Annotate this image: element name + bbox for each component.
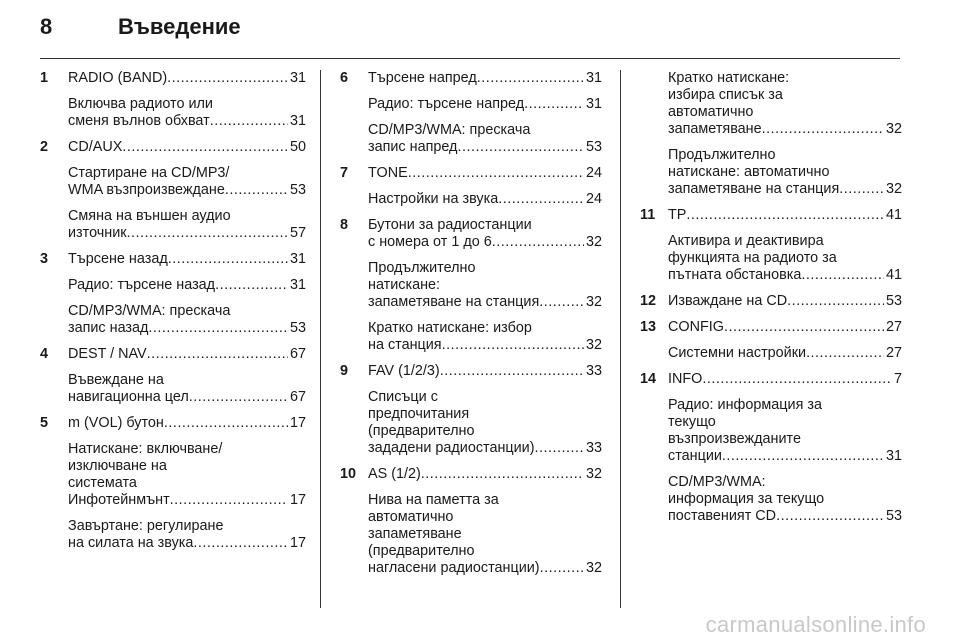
page-ref: 32 (585, 337, 602, 353)
entry-text-row (668, 508, 902, 525)
dot-leader (702, 371, 892, 388)
dot-leader (168, 251, 288, 268)
page-ref: 32 (585, 294, 602, 310)
entry-text-row (368, 294, 602, 311)
index-entry (40, 139, 306, 251)
dot-leader (722, 448, 884, 465)
entry-sub (68, 441, 306, 509)
entry-main (668, 319, 902, 336)
dot-leader (457, 139, 584, 156)
entry-text-line: Търсене назад (68, 251, 168, 267)
index-entry (340, 217, 602, 363)
page-ref: 32 (885, 181, 902, 197)
entry-text-row (368, 560, 602, 577)
entry-sub (68, 165, 306, 199)
entry-number: 10 (340, 466, 357, 482)
entry-text-row (368, 96, 602, 113)
dot-leader (539, 294, 584, 311)
entry-main (668, 207, 902, 224)
page-ref: 31 (289, 277, 306, 293)
page-title: Въведение (118, 14, 241, 39)
entry-text-line: CD/MP3/WMA: прескача (68, 303, 231, 319)
column-divider (320, 70, 321, 608)
dot-leader (210, 113, 288, 130)
entry-text-row (668, 319, 902, 336)
page-ref: 57 (289, 225, 306, 241)
entry-text-line: Включва радиото или (68, 96, 213, 112)
entry-text-line: на силата на звука (68, 535, 194, 551)
entry-text-line: Завъртане: регулиране (68, 518, 224, 534)
page-ref: 67 (289, 389, 306, 405)
page-ref: 32 (885, 121, 902, 137)
entry-sub (68, 208, 306, 242)
entry-text-line: INFO (668, 371, 703, 387)
dot-leader (189, 389, 288, 406)
entry-text-row (68, 113, 306, 130)
page-ref: 31 (885, 448, 902, 464)
index-entry (40, 346, 306, 415)
entry-gap (68, 406, 306, 415)
entry-text-row (368, 70, 602, 87)
page-ref: 17 (289, 415, 306, 431)
entry-text-row (68, 320, 306, 337)
index-entry (340, 363, 602, 466)
entry-text-line: CONFIG (668, 319, 724, 335)
dot-leader (762, 121, 884, 138)
entry-sub (368, 122, 602, 156)
entry-text-line: DEST / NAV (68, 346, 147, 362)
dot-leader (801, 267, 884, 284)
entry-text-line: възпроизвежданите (668, 431, 801, 447)
dot-leader (839, 181, 884, 198)
entry-text-row (368, 191, 602, 208)
index-entry (640, 319, 902, 371)
index-entry (40, 70, 306, 139)
dot-leader (170, 492, 288, 509)
entry-text-line: CD/AUX (68, 139, 123, 155)
page-ref: 27 (885, 345, 902, 361)
entry-gap (368, 208, 602, 217)
entry-text-row (668, 181, 902, 198)
entry-number: 11 (640, 207, 656, 223)
entry-text-line: Инфотейнмънт (68, 492, 170, 508)
entry-text-row (368, 466, 602, 483)
page-ref: 17 (289, 535, 306, 551)
entry-main (68, 251, 306, 268)
entry-text-line: Стартиране на CD/MP3/ (68, 165, 230, 181)
entry-text-line: Въвеждане на (68, 372, 164, 388)
entry-text-line: AS (1/2) (368, 466, 421, 482)
entry-sub (368, 96, 602, 113)
entry-text-line: Настройки на звука (368, 191, 499, 207)
entry-text-line: RADIO (BAND) (68, 70, 168, 86)
page-ref: 33 (585, 440, 602, 456)
entry-number: 5 (40, 415, 49, 431)
entry-text-line: сменя вълнов обхват (68, 113, 210, 129)
entry-gap (368, 577, 602, 586)
entry-text-row (668, 371, 902, 388)
entry-sub (68, 372, 306, 406)
entry-text-line: m (VOL) бутон (68, 415, 164, 431)
entry-text-line: Нива на паметта за (368, 492, 499, 508)
entry-sub (368, 260, 602, 311)
page-number: 8 (40, 14, 53, 39)
dot-leader (215, 277, 288, 294)
page-ref: 32 (585, 560, 602, 576)
dot-leader (724, 319, 884, 336)
entry-text-line: TONE (368, 165, 408, 181)
entry-text-row (668, 448, 902, 465)
page-ref: 31 (289, 70, 306, 86)
entry-gap (668, 525, 902, 534)
index-entry (640, 207, 902, 293)
entry-number: 1 (40, 70, 49, 86)
entry-text-line: Кратко натискане: избор (368, 320, 532, 336)
entry-text-line: автоматично (668, 104, 754, 120)
entry-main (668, 371, 902, 388)
entry-text-line: CD/MP3/WMA: (668, 474, 766, 490)
entry-sub (68, 96, 306, 130)
entry-text-line: натискане: автоматично (668, 164, 830, 180)
page-ref: 32 (585, 234, 602, 250)
entry-sub (668, 397, 902, 465)
entry-text-line: (предварително (368, 423, 475, 439)
entry-text-row (68, 415, 306, 432)
entry-text-row (68, 389, 306, 406)
entry-sub (668, 345, 902, 362)
entry-text-row (368, 234, 602, 251)
column-3 (640, 70, 902, 534)
header-rule (40, 58, 900, 59)
dot-leader (167, 70, 288, 87)
page-ref: 50 (289, 139, 306, 155)
entry-text-line: поставеният CD (668, 508, 777, 524)
entry-text-line: с номера от 1 до 6 (368, 234, 492, 250)
entry-text-line: нагласени радиостанции) (368, 560, 540, 576)
watermark: carmanualsonline.info (705, 612, 926, 637)
entry-text-line: автоматично (368, 509, 454, 525)
entry-number: 3 (40, 251, 49, 267)
page-ref: 31 (585, 70, 602, 86)
entry-text-line: (предварително (368, 543, 475, 559)
entry-text-line: Продължително (368, 260, 476, 276)
index-entry (340, 466, 602, 586)
index-entry (40, 251, 306, 346)
entry-gap (368, 354, 602, 363)
entry-text-line: натискане: (368, 277, 441, 293)
dot-leader (147, 346, 288, 363)
page-ref: 31 (585, 96, 602, 112)
index-entry (340, 70, 602, 165)
entry-text-line: системата (68, 475, 137, 491)
entry-text-row (668, 345, 902, 362)
dot-leader (492, 234, 584, 251)
entry-sub (668, 474, 902, 525)
dot-leader (440, 363, 584, 380)
page-ref: 7 (893, 371, 902, 387)
entry-gap (68, 130, 306, 139)
entry-gap (668, 362, 902, 371)
entry-text-row (68, 225, 306, 242)
page-ref: 32 (585, 466, 602, 482)
entry-text-line: функцията на радиото за (668, 250, 837, 266)
entry-number: 9 (340, 363, 349, 379)
index-entry (640, 70, 902, 207)
entry-text-line: текущо (668, 414, 716, 430)
dot-leader (193, 535, 288, 552)
entry-gap (68, 242, 306, 251)
entry-text-row (68, 346, 306, 363)
entry-text-line: Изваждане на CD (668, 293, 788, 309)
entry-text-line: запаметяване на станция (668, 181, 840, 197)
entry-sub (68, 303, 306, 337)
dot-leader (686, 207, 884, 224)
page-ref: 31 (289, 113, 306, 129)
page-ref: 41 (885, 267, 902, 283)
dot-leader (540, 560, 584, 577)
page-ref: 24 (585, 165, 602, 181)
entry-text-row (68, 182, 306, 199)
entry-sub (368, 492, 602, 577)
entry-text-row (68, 70, 306, 87)
entry-gap (668, 198, 902, 207)
entry-sub (68, 518, 306, 552)
entry-main (368, 466, 602, 483)
dot-leader (776, 508, 884, 525)
entry-text-row (68, 251, 306, 268)
page-ref: 53 (289, 182, 306, 198)
entry-sub (68, 277, 306, 294)
entry-number: 6 (340, 70, 349, 86)
entry-text-line: запаметяване (668, 121, 762, 137)
dot-leader (442, 337, 584, 354)
page-ref: 33 (585, 363, 602, 379)
entry-text-line: CD/MP3/WMA: прескача (368, 122, 531, 138)
entry-text-row (668, 207, 902, 224)
entry-gap (368, 457, 602, 466)
entry-gap (68, 552, 306, 561)
entry-number: 12 (640, 293, 657, 309)
entry-text-line: Бутони за радиостанции (368, 217, 532, 233)
dot-leader (535, 440, 584, 457)
entry-text-line: предпочитания (368, 406, 470, 422)
entry-text-line: Радио: търсене назад (68, 277, 216, 293)
entry-main (668, 293, 902, 310)
entry-text-line: Натискане: включване/ (68, 441, 223, 457)
dot-leader (421, 466, 584, 483)
entry-sub (668, 70, 902, 138)
entry-number: 8 (340, 217, 349, 233)
entry-text-line: Продължително (668, 147, 776, 163)
entry-text-line: Радио: търсене напред (368, 96, 525, 112)
entry-text-row (68, 277, 306, 294)
entry-text-row (68, 139, 306, 156)
page-ref: 17 (289, 492, 306, 508)
entry-text-line: източник (68, 225, 127, 241)
entry-text-row (368, 337, 602, 354)
entry-text-line: TP (668, 207, 687, 223)
index-entry (40, 415, 306, 561)
page-ref: 53 (585, 139, 602, 155)
entry-text-line: запис напред (368, 139, 458, 155)
entry-sub (668, 147, 902, 198)
dot-leader (477, 70, 584, 87)
entry-text-line: станции (668, 448, 722, 464)
page-ref: 53 (885, 293, 902, 309)
page-ref: 53 (885, 508, 902, 524)
entry-text-line: зададени радиостанции) (368, 440, 535, 456)
entry-main (68, 346, 306, 363)
entry-main (68, 70, 306, 87)
entry-text-row (368, 440, 602, 457)
column-1 (40, 70, 306, 561)
index-entry (340, 165, 602, 217)
entry-sub (368, 320, 602, 354)
column-2 (340, 70, 602, 586)
entry-number: 13 (640, 319, 657, 335)
entry-gap (368, 156, 602, 165)
entry-text-line: запаметяване на станция (368, 294, 540, 310)
entry-text-line: Системни настройки (668, 345, 807, 361)
entry-text-row (668, 121, 902, 138)
entry-text-line: Кратко натискане: (668, 70, 790, 86)
entry-text-line: изключване на (68, 458, 167, 474)
index-entry (640, 293, 902, 319)
entry-text-line: WMA възпроизвеждане (68, 182, 225, 198)
entry-sub (368, 389, 602, 457)
entry-text-line: Радио: информация за (668, 397, 822, 413)
dot-leader (127, 225, 288, 242)
entry-text-row (668, 267, 902, 284)
entry-text-row (368, 165, 602, 182)
entry-text-line: навигационна цел (68, 389, 189, 405)
page-ref: 53 (289, 320, 306, 336)
entry-text-row (68, 492, 306, 509)
entry-text-line: запаметяване (368, 526, 462, 542)
entry-number: 14 (640, 371, 657, 387)
entry-text-row (68, 535, 306, 552)
entry-sub (668, 233, 902, 284)
entry-text-line: Активира и деактивира (668, 233, 824, 249)
entry-text-row (368, 139, 602, 156)
entry-number: 2 (40, 139, 49, 155)
dot-leader (408, 165, 584, 182)
entry-text-line: информация за текущо (668, 491, 825, 507)
dot-leader (806, 345, 884, 362)
entry-text-line: запис назад (68, 320, 149, 336)
entry-gap (668, 284, 902, 293)
entry-text-line: Търсене напред (368, 70, 477, 86)
dot-leader (122, 139, 288, 156)
dot-leader (164, 415, 288, 432)
page-ref: 27 (885, 319, 902, 335)
entry-main (68, 415, 306, 432)
entry-main (368, 217, 602, 251)
entry-text-line: FAV (1/2/3) (368, 363, 440, 379)
entry-text-row (668, 293, 902, 310)
entry-main (368, 165, 602, 182)
dot-leader (148, 320, 288, 337)
dot-leader (225, 182, 288, 199)
entry-text-line: на станция (368, 337, 442, 353)
page-ref: 41 (885, 207, 902, 223)
page-ref: 67 (289, 346, 306, 362)
page-ref: 31 (289, 251, 306, 267)
entry-main (368, 70, 602, 87)
entry-main (68, 139, 306, 156)
page-ref: 24 (585, 191, 602, 207)
column-divider (620, 70, 621, 608)
index-entry (640, 371, 902, 534)
entry-main (368, 363, 602, 380)
entry-text-line: пътната обстановка (668, 267, 802, 283)
entry-number: 4 (40, 346, 49, 362)
dot-leader (787, 293, 884, 310)
entry-text-line: Списъци с (368, 389, 438, 405)
entry-text-line: Смяна на външен аудио (68, 208, 231, 224)
entry-text-row (368, 363, 602, 380)
dot-leader (498, 191, 584, 208)
entry-number: 7 (340, 165, 349, 181)
dot-leader (524, 96, 584, 113)
entry-sub (368, 191, 602, 208)
entry-gap (668, 310, 902, 319)
entry-gap (68, 337, 306, 346)
entry-text-line: избира списък за (668, 87, 783, 103)
